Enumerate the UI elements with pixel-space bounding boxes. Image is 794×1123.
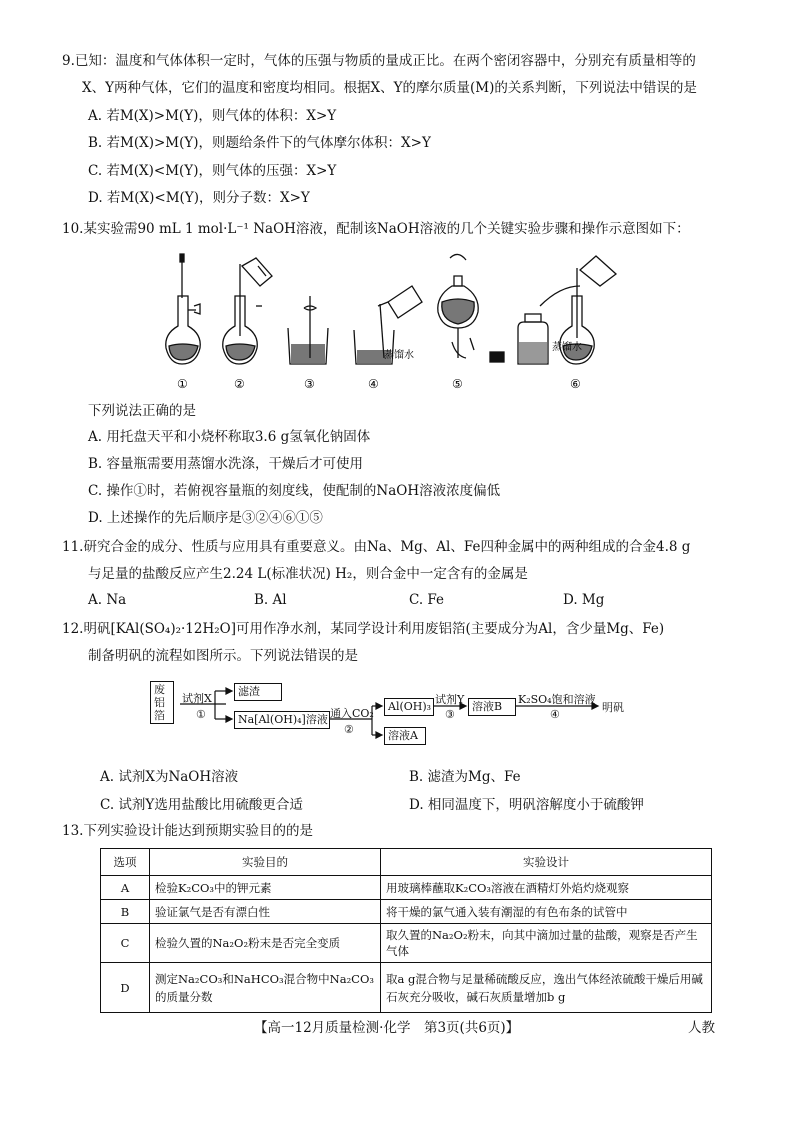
table-row bbox=[101, 876, 712, 900]
q12-option-b: B. 滤渣为Mg、Fe bbox=[409, 769, 521, 785]
header-option: 选项 bbox=[101, 849, 150, 876]
flow-start-box: 废铝箔 bbox=[150, 681, 174, 724]
step-label-4: ④ bbox=[368, 377, 379, 391]
flow-solution-na-box: Na[Al(OH)₄]溶液 bbox=[234, 711, 330, 729]
row-c-design: 取久置的Na₂O₂粉末，向其中滴加过量的盐酸，观察是否产生气体 bbox=[381, 924, 712, 963]
flow-reagent-x: 试剂X bbox=[182, 692, 212, 705]
q11-option-b: B. Al bbox=[254, 592, 287, 608]
q11-option-d: D. Mg bbox=[563, 592, 605, 608]
flow-aloh3-box: Al(OH)₃ bbox=[384, 698, 434, 716]
q10-prompt: 下列说法正确的是 bbox=[88, 403, 196, 419]
flow-reagent-y: 试剂Y bbox=[435, 693, 465, 706]
row-d-option: D bbox=[101, 963, 150, 1013]
row-d-design: 取a g混合物与足量稀硫酸反应，逸出气体经浓硫酸干燥后用碱石灰充分吸收，碱石灰质量增加b g bbox=[381, 963, 712, 1013]
q12-option-d: D. 相同温度下，明矾溶解度小于硫酸钾 bbox=[409, 797, 644, 813]
flow-step1: ① bbox=[196, 708, 206, 721]
table-row bbox=[101, 963, 712, 1013]
water-label-step6: 蒸馏水 bbox=[552, 342, 582, 353]
row-a-design: 用玻璃棒蘸取K₂CO₃溶液在酒精灯外焰灼烧观察 bbox=[381, 876, 712, 900]
header-goal: 实验目的 bbox=[150, 849, 381, 876]
flow-residue-box: 滤渣 bbox=[234, 683, 282, 701]
step-label-5: ⑤ bbox=[452, 377, 463, 391]
q13-stem: 13.下列实验设计能达到预期实验目的的是 bbox=[62, 823, 313, 839]
q13-table bbox=[100, 848, 712, 1013]
step-label-6: ⑥ bbox=[570, 377, 581, 391]
q10-option-c: C. 操作①时，若俯视容量瓶的刻度线，使配制的NaOH溶液浓度偏低 bbox=[88, 483, 501, 499]
flow-k2so4-label: K₂SO₄饱和溶液 bbox=[518, 693, 596, 706]
q12-option-a: A. 试剂X为NaOH溶液 bbox=[100, 769, 239, 785]
q10-option-a: A. 用托盘天平和小烧杯称取3.6 g氢氧化钠固体 bbox=[88, 429, 371, 445]
q10-apparatus-figure bbox=[160, 246, 630, 396]
flow-solution-b-box: 溶液B bbox=[468, 698, 516, 716]
flow-product: 明矾 bbox=[602, 701, 624, 714]
q11-option-c: C. Fe bbox=[409, 592, 445, 608]
q11-option-a: A. Na bbox=[88, 592, 127, 608]
q9-option-b: B. 若M(X)>M(Y)，则题给条件下的气体摩尔体积：X>Y bbox=[88, 135, 431, 151]
q9-stem-line1: 9.已知：温度和气体体积一定时，气体的压强与物质的量成正比。在两个密闭容器中，分别充有质量相等的 bbox=[62, 53, 696, 69]
step-label-3: ③ bbox=[304, 377, 315, 391]
flow-step2: ② bbox=[344, 723, 354, 736]
q12-option-c: C. 试剂Y选用盐酸比用硫酸更合适 bbox=[100, 797, 303, 813]
q12-stem-line2: 制备明矾的流程如图所示。下列说法错误的是 bbox=[88, 648, 358, 664]
row-a-goal: 检验K₂CO₃中的钾元素 bbox=[150, 876, 381, 900]
pouring-into-flask-icon bbox=[223, 258, 272, 364]
row-c-option: C bbox=[101, 924, 150, 963]
row-d-goal: 测定Na₂CO₃和NaHCO₃混合物中Na₂CO₃的质量分数 bbox=[150, 963, 381, 1013]
flow-step3: ③ bbox=[445, 708, 455, 721]
water-label-step4: 蒸馏水 bbox=[384, 350, 414, 361]
table-header-row bbox=[101, 849, 712, 876]
beaker-stirring-icon bbox=[288, 296, 328, 364]
row-b-option: B bbox=[101, 900, 150, 924]
flow-step4: ④ bbox=[550, 708, 560, 721]
q9-option-c: C. 若M(X)<M(Y)，则气体的压强：X>Y bbox=[88, 163, 337, 179]
q9-option-d: D. 若M(X)<M(Y)，则分子数：X>Y bbox=[88, 190, 310, 206]
table-row bbox=[101, 924, 712, 963]
step-label-1: ① bbox=[177, 377, 188, 391]
q11-stem-line1: 11.研究合金的成分、性质与应用具有重要意义。由Na、Mg、Al、Fe四种金属中的两种组成的合金4.8 g bbox=[62, 539, 691, 555]
q9-stem-line2: X、Y两种气体，它们的温度和密度均相同。根据X、Y的摩尔质量(M)的关系判断，下列说法中错误的是 bbox=[82, 80, 697, 96]
step-label-2: ② bbox=[234, 377, 245, 391]
q10-option-d: D. 上述操作的先后顺序是③②④⑥①⑤ bbox=[88, 510, 323, 526]
flow-solution-a-box: 溶液A bbox=[384, 727, 426, 745]
page-footer: 【高一12月质量检测·化学 第3页(共6页)】 bbox=[254, 1020, 520, 1036]
q10-stem-line1: 10.某实验需90 mL 1 mol·L⁻¹ NaOH溶液，配制该NaOH溶液的几个关键实验步骤和操作示意图如下： bbox=[62, 221, 690, 237]
inverting-flask-icon bbox=[438, 254, 478, 358]
flow-co2-label: 通入CO₂ bbox=[330, 707, 374, 720]
q9-option-a: A. 若M(X)>M(Y)，则气体的体积：X>Y bbox=[88, 108, 337, 124]
q12-flow-chart bbox=[150, 678, 670, 758]
q10-option-b: B. 容量瓶需要用蒸馏水洗涤，干燥后才可使用 bbox=[88, 456, 364, 472]
footer-edition: 人教 bbox=[688, 1020, 715, 1036]
row-a-option: A bbox=[101, 876, 150, 900]
q11-stem-line2: 与足量的盐酸反应产生2.24 L(标准状况) H₂，则合金中一定含有的金属是 bbox=[88, 566, 528, 582]
table-row bbox=[101, 900, 712, 924]
row-c-goal: 检验久置的Na₂O₂粉末是否完全变质 bbox=[150, 924, 381, 963]
flask-with-dropper-icon bbox=[166, 254, 201, 364]
row-b-goal: 验证氯气是否有漂白性 bbox=[150, 900, 381, 924]
q12-stem-line1: 12.明矾[KAl(SO₄)₂·12H₂O]可用作净水剂，某同学设计利用废铝箔(主要成分为Al，含少量Mg、Fe) bbox=[62, 621, 665, 637]
header-design: 实验设计 bbox=[381, 849, 712, 876]
row-b-design: 将干燥的氯气通入装有潮湿的有色布条的试管中 bbox=[381, 900, 712, 924]
